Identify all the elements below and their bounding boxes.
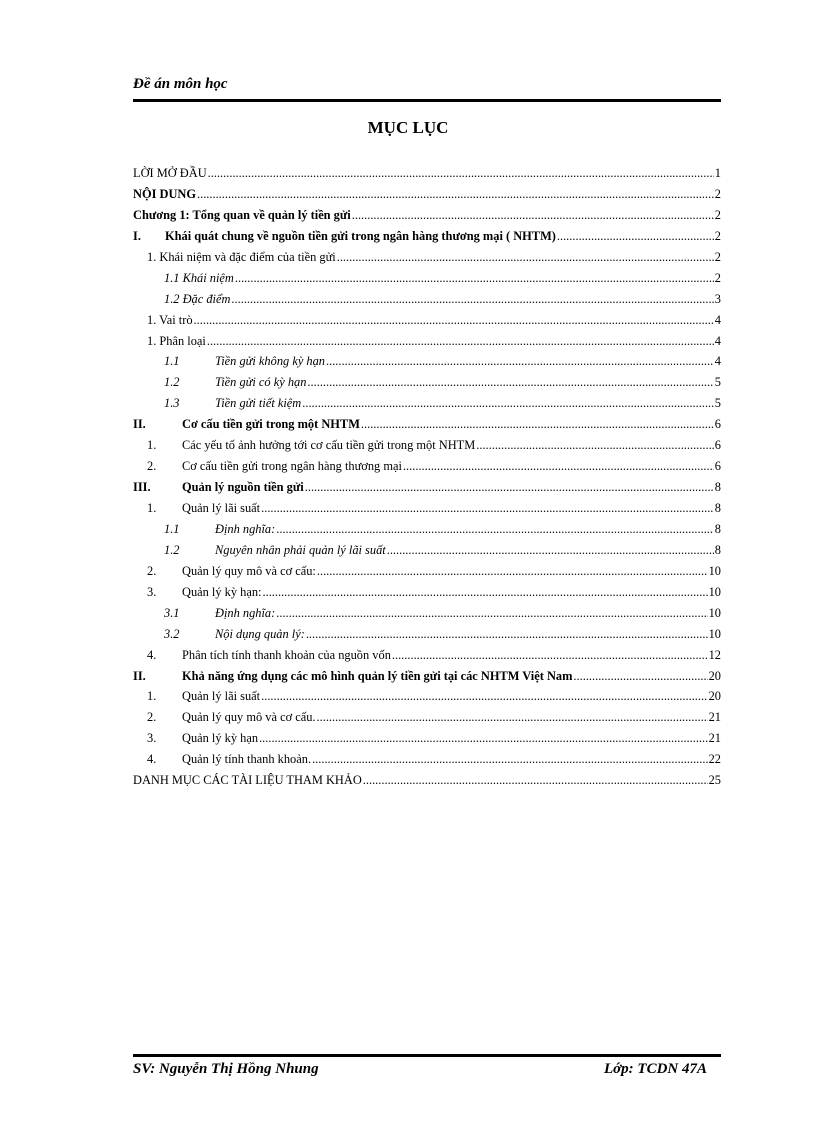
toc-entry[interactable] — [133, 205, 721, 226]
footer-student-name: SV: Nguyễn Thị Hồng Nhung — [133, 1061, 319, 1077]
toc-dot-leader — [307, 372, 713, 393]
toc-page-number: 5 — [714, 396, 721, 411]
toc-entry-number: 2. — [147, 563, 157, 578]
toc-dot-leader — [194, 310, 714, 331]
toc-entry[interactable] — [133, 393, 721, 414]
toc-entry-line — [133, 728, 721, 749]
toc-entry[interactable] — [133, 624, 721, 645]
toc-entry-title: LỜI MỞ ĐẦU — [133, 166, 207, 180]
toc-entry-number: III. — [133, 480, 151, 495]
toc-entry-number: I. — [133, 228, 141, 243]
toc-dot-leader — [276, 603, 707, 624]
page-title: MỤC LỤC — [367, 118, 449, 137]
toc-dot-leader — [261, 686, 707, 707]
toc-entry-title: Cơ cấu tiền gửi trong ngân hàng thương mại — [182, 459, 402, 474]
toc-page-number: 3 — [714, 291, 721, 306]
toc-entry-title: Cơ cấu tiền gửi trong một NHTM — [182, 417, 360, 432]
toc-page-number: 2 — [714, 207, 721, 222]
toc-page-number: 8 — [714, 542, 721, 557]
toc-entry-number: 4. — [147, 752, 157, 767]
toc-entry-title: Quản lý nguồn tiền gửi — [182, 480, 304, 495]
toc-page-number: 25 — [708, 773, 721, 788]
toc-page-number: 10 — [708, 626, 721, 641]
toc-dot-leader — [352, 205, 714, 226]
toc-page-number: 2 — [714, 249, 721, 264]
toc-entry-title: Phân tích tính thanh khoản của nguồn vốn — [182, 647, 391, 662]
toc-page-number: 10 — [708, 563, 721, 578]
toc-entry[interactable] — [133, 163, 721, 184]
toc-page-number: 22 — [708, 752, 721, 767]
toc-entry[interactable] — [133, 749, 721, 770]
toc-entry-number: II. — [133, 668, 146, 683]
toc-entry-number: 3.2 — [164, 626, 180, 641]
toc-entry-number: 1. — [147, 501, 157, 515]
toc-entry-line — [133, 477, 721, 498]
toc-entry-number: II. — [133, 417, 146, 432]
toc-entry-number: 2. — [147, 710, 157, 725]
toc-entry[interactable] — [133, 645, 721, 666]
toc-entry-number: 1.3 — [164, 396, 180, 411]
toc-entry-line — [133, 184, 721, 205]
toc-entry-line — [133, 707, 721, 728]
toc-entry-line — [133, 372, 721, 393]
toc-entry-line — [133, 226, 721, 247]
toc-entry-line — [133, 540, 721, 561]
toc-entry-title: Tiền gửi không kỳ hạn — [215, 354, 325, 369]
toc-entry-line — [133, 561, 721, 582]
toc-dot-leader — [573, 666, 707, 687]
toc-dot-leader — [235, 268, 714, 289]
toc-entry-line — [133, 393, 721, 414]
toc-entry-number: 2. — [147, 459, 157, 474]
toc-page-number: 8 — [714, 501, 721, 515]
toc-entry-title: Các yếu tố ảnh hưởng tới cơ cấu tiền gửi trong một NHTM — [182, 438, 476, 453]
toc-page-number: 8 — [714, 521, 721, 536]
toc-entry-title: Chương 1: Tổng quan về quản lý tiền gửi — [133, 207, 351, 222]
toc-entry-title: Nội dụng quản lý: — [215, 626, 305, 641]
toc-entry-number: 4. — [147, 647, 157, 662]
toc-entry-line — [133, 435, 721, 456]
toc-entry-number: 3. — [147, 584, 157, 599]
toc-entry-line — [133, 247, 721, 268]
header-rule — [133, 99, 721, 102]
toc-entry-title: Quản lý kỳ hạn: — [182, 584, 262, 599]
toc-page-number: 6 — [714, 438, 721, 453]
toc-page-number: 4 — [714, 333, 721, 348]
toc-dot-leader — [259, 728, 708, 749]
toc-entry[interactable] — [133, 331, 721, 352]
toc-entry-line — [133, 645, 721, 666]
toc-entry[interactable] — [133, 666, 721, 687]
toc-entry-line — [133, 163, 721, 184]
toc-entry-line — [133, 310, 721, 331]
toc-entry-title: Khả năng ứng dụng các mô hình quản lý tiền gửi tại các NHTM Việt Nam — [182, 668, 573, 683]
toc-entry[interactable] — [133, 540, 721, 561]
toc-dot-leader — [306, 624, 708, 645]
toc-dot-leader — [261, 498, 714, 519]
toc-dot-leader — [363, 770, 708, 791]
toc-dot-leader — [197, 184, 714, 205]
toc-entry-number: 1. — [147, 689, 157, 704]
toc-dot-leader — [312, 749, 708, 770]
toc-entry[interactable] — [133, 351, 721, 372]
toc-entry-line — [133, 603, 721, 624]
table-of-contents — [133, 163, 721, 791]
toc-entry-line — [133, 289, 721, 310]
toc-dot-leader — [302, 393, 714, 414]
toc-entry-title: DANH MỤC CÁC TÀI LIỆU THAM KHẢO — [133, 773, 362, 788]
toc-entry[interactable] — [133, 728, 721, 749]
toc-entry[interactable] — [133, 519, 721, 540]
toc-entry[interactable] — [133, 247, 721, 268]
toc-entry[interactable] — [133, 184, 721, 205]
toc-page-number: 2 — [714, 228, 721, 243]
toc-dot-leader — [326, 351, 714, 372]
toc-entry-title: Khái quát chung về nguồn tiền gửi trong ngân hàng thương mại ( NHTM) — [165, 228, 556, 243]
toc-page-number: 10 — [708, 605, 721, 620]
toc-entry-title: 1. Phân loại — [147, 333, 206, 348]
toc-dot-leader — [276, 519, 714, 540]
toc-dot-leader — [231, 289, 713, 310]
toc-entry-number: 1. — [147, 438, 157, 453]
toc-dot-leader — [403, 456, 714, 477]
toc-entry-title: Quản lý kỳ hạn — [182, 731, 259, 746]
toc-entry-line — [133, 414, 721, 435]
toc-entry-line — [133, 666, 721, 687]
toc-entry-line — [133, 624, 721, 645]
toc-entry[interactable] — [133, 456, 721, 477]
toc-page-number: 20 — [708, 689, 721, 704]
toc-entry-title: NỘI DUNG — [133, 186, 196, 201]
toc-page-number: 10 — [708, 584, 721, 599]
toc-entry-title: Quản lý quy mô và cơ cấu: — [182, 563, 316, 578]
toc-entry-number: 1.2 — [164, 375, 180, 390]
toc-entry-line — [133, 205, 721, 226]
toc-dot-leader — [361, 414, 714, 435]
toc-page-number: 5 — [714, 375, 721, 390]
toc-entry-line — [133, 498, 721, 519]
toc-entry-title: Định nghĩa: — [215, 605, 276, 620]
toc-page-number: 4 — [714, 354, 721, 369]
toc-entry[interactable] — [133, 289, 721, 310]
toc-page-number: 2 — [714, 270, 721, 285]
toc-entry[interactable] — [133, 268, 721, 289]
toc-entry-title: 1. Vai trò — [147, 312, 193, 327]
toc-entry-line — [133, 351, 721, 372]
toc-entry[interactable] — [133, 372, 721, 393]
running-header: Đề án môn học — [133, 76, 228, 92]
toc-dot-leader — [337, 247, 714, 268]
footer-rule — [133, 1054, 721, 1057]
toc-page-number: 8 — [714, 480, 721, 495]
toc-entry-title: Quản lý lãi suất — [182, 501, 261, 515]
toc-dot-leader — [317, 561, 708, 582]
toc-entry-title: Tiền gửi tiết kiệm — [215, 396, 302, 411]
toc-entry-title: 1. Khái niệm và đặc điểm của tiền gửi — [147, 249, 336, 264]
toc-dot-leader — [317, 707, 708, 728]
toc-entry[interactable] — [133, 310, 721, 331]
toc-entry[interactable] — [133, 561, 721, 582]
toc-page-number: 2 — [714, 186, 721, 201]
toc-entry-title: Quản lý tính thanh khoản. — [182, 752, 312, 767]
toc-entry[interactable] — [133, 707, 721, 728]
toc-entry-line — [133, 331, 721, 352]
toc-entry-title: Nguyên nhân phải quản lý lãi suất — [215, 542, 386, 557]
toc-entry[interactable] — [133, 498, 721, 519]
toc-entry[interactable] — [133, 603, 721, 624]
toc-page-number: 1 — [714, 166, 721, 180]
toc-entry[interactable] — [133, 770, 721, 791]
toc-page-number: 12 — [708, 647, 721, 662]
toc-entry-line — [133, 456, 721, 477]
toc-dot-leader — [557, 226, 714, 247]
toc-dot-leader — [305, 477, 714, 498]
toc-page-number: 21 — [708, 731, 721, 746]
toc-entry-line — [133, 582, 721, 603]
toc-entry-title: Quản lý lãi suất — [182, 689, 261, 704]
toc-page-number: 20 — [708, 668, 721, 683]
toc-entry[interactable] — [133, 414, 721, 435]
toc-dot-leader — [392, 645, 708, 666]
toc-dot-leader — [263, 582, 708, 603]
toc-entry-number: 1.1 — [164, 521, 180, 536]
toc-entry-number: 1.2 — [164, 542, 180, 557]
toc-page-number: 4 — [714, 312, 721, 327]
toc-entry-title: 1.2 Đặc điểm — [164, 291, 231, 306]
toc-dot-leader — [476, 435, 714, 456]
toc-page-number: 6 — [714, 459, 721, 474]
toc-entry[interactable] — [133, 477, 721, 498]
toc-entry-line — [133, 519, 721, 540]
toc-entry-line — [133, 268, 721, 289]
toc-entry[interactable] — [133, 226, 721, 247]
toc-entry-number: 3.1 — [164, 605, 180, 620]
toc-entry-title: Định nghĩa: — [215, 521, 276, 536]
toc-entry[interactable] — [133, 435, 721, 456]
toc-entry-number: 1.1 — [164, 354, 180, 369]
toc-entry-line — [133, 770, 721, 791]
toc-dot-leader — [387, 540, 714, 561]
toc-entry-title: Tiền gửi có kỳ hạn — [215, 375, 307, 390]
toc-entry-number: 3. — [147, 731, 157, 746]
toc-entry-line — [133, 686, 721, 707]
footer-class: Lớp: TCDN 47A — [603, 1061, 707, 1077]
toc-page-number: 21 — [708, 710, 721, 725]
toc-page-number: 6 — [714, 417, 721, 432]
toc-entry-title: Quản lý quy mô và cơ cấu. — [182, 710, 316, 725]
toc-dot-leader — [207, 331, 714, 352]
toc-dot-leader — [208, 163, 714, 184]
toc-entry[interactable] — [133, 582, 721, 603]
toc-entry-line — [133, 749, 721, 770]
toc-entry[interactable] — [133, 686, 721, 707]
toc-entry-title: 1.1 Khái niệm — [164, 270, 234, 285]
